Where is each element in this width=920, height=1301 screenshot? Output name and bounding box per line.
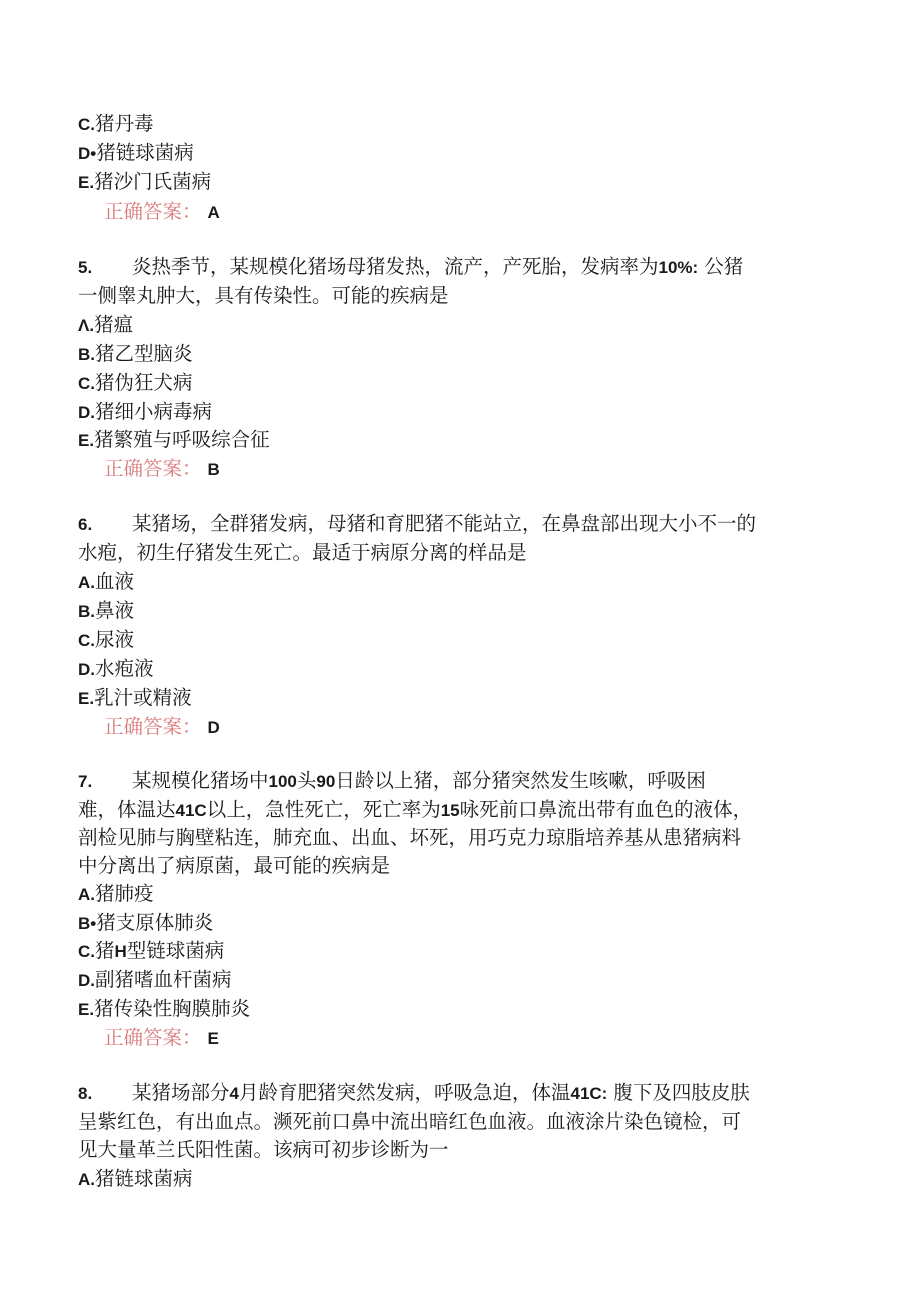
option-b xyxy=(78,597,134,626)
option-letter: E. xyxy=(78,431,95,450)
correct-answer xyxy=(104,1024,219,1053)
question-text-num: 100 xyxy=(268,772,297,791)
option-e xyxy=(78,995,250,1024)
question-text: 一侧睾丸肿大，具有传染性。可能的疾病是 xyxy=(78,284,449,307)
option-text: 猪乙型脑炎 xyxy=(95,342,193,365)
option-a xyxy=(78,568,134,597)
question-text: 某规模化猪场中 xyxy=(132,769,269,792)
question-text: 水疱，初生仔猪发生死亡。最适于病原分离的样品是 xyxy=(78,541,527,564)
question-text: 呈紫红色，有出血点。濒死前口鼻中流出暗红色血液。血液涂片染色镜检，可 xyxy=(78,1110,742,1133)
question-text-num: 41C: xyxy=(570,1084,608,1103)
answer-label: 正确答案： xyxy=(104,457,202,480)
answer-label: 正确答案： xyxy=(104,1026,202,1049)
option-text: 猪瘟 xyxy=(94,313,134,336)
question-text: 头 xyxy=(296,769,317,792)
option-a xyxy=(78,1165,193,1194)
question-text: 月龄育肥猪突然发病，呼吸急迫，体温 xyxy=(238,1081,571,1104)
answer-value: A xyxy=(207,203,220,222)
option-text: 尿液 xyxy=(95,628,135,651)
question-number: 8. xyxy=(78,1084,93,1103)
question-text-num: 15 xyxy=(440,801,460,820)
option-text: 猪 xyxy=(95,939,115,962)
option-letter: E. xyxy=(78,173,95,192)
option-letter: A. xyxy=(78,1170,95,1189)
question-text: 中分离出了病原菌，最可能的疾病是 xyxy=(78,854,391,877)
question-text-num: 4 xyxy=(229,1084,239,1103)
option-letter: B. xyxy=(78,602,95,621)
option-a xyxy=(78,311,133,340)
option-letter: B• xyxy=(78,914,97,933)
option-letter: D. xyxy=(78,660,95,679)
question-text: 腹下及四肢皮肤 xyxy=(613,1081,750,1104)
option-text: 猪链球菌病 xyxy=(95,1167,193,1190)
question-text: 以上，急性死亡，死亡率为 xyxy=(206,798,441,821)
question-text: 日龄以上猪，部分猪突然发生咳嗽，呼吸困 xyxy=(335,769,706,792)
option-text: 猪支原体肺炎 xyxy=(96,911,214,934)
question-text-num: 10%: xyxy=(658,258,699,277)
question-8-line-2 xyxy=(78,1108,741,1136)
option-text: 型链球菌病 xyxy=(126,939,225,962)
question-text: 难，体温达 xyxy=(78,798,176,821)
question-text: 某猪场部分 xyxy=(132,1081,230,1104)
option-text: 猪沙门氏菌病 xyxy=(94,170,212,193)
option-letter: Λ. xyxy=(78,316,95,335)
option-text: 水疱液 xyxy=(95,657,154,680)
option-text: 乳汁或精液 xyxy=(94,686,192,709)
option-e xyxy=(78,426,270,455)
question-text: 见大量革兰氏阳性菌。该病可初步诊断为一 xyxy=(78,1138,449,1161)
option-e xyxy=(78,684,192,713)
option-letter: E. xyxy=(78,1000,95,1019)
question-5-line-2 xyxy=(78,282,449,310)
question-text: 咏死前口鼻流出带有血色的液体， xyxy=(459,798,753,821)
option-text: 副猪嗜血杆菌病 xyxy=(95,968,232,991)
option-d xyxy=(78,139,194,168)
question-8-line-3 xyxy=(78,1136,449,1164)
option-text: 猪丹毒 xyxy=(95,112,154,135)
option-d xyxy=(78,398,212,427)
option-text: 猪伪狂犬病 xyxy=(95,371,193,394)
option-text-num: H xyxy=(114,942,127,961)
answer-value: B xyxy=(207,460,220,479)
option-text: 猪传染性胸膜肺炎 xyxy=(94,997,251,1020)
option-letter: A. xyxy=(78,885,95,904)
question-8-line-1 xyxy=(78,1079,750,1108)
answer-value: E xyxy=(207,1029,219,1048)
question-7-line-3 xyxy=(78,824,741,852)
option-a xyxy=(78,880,154,909)
option-text: 猪链球菌病 xyxy=(96,141,194,164)
question-text: 炎热季节，某规模化猪场母猪发热，流产，产死胎，发病率为 xyxy=(132,255,659,278)
option-letter: A. xyxy=(78,573,95,592)
option-letter: D• xyxy=(78,144,97,163)
question-text: 某猪场，全群猪发病，母猪和育肥猪不能站立，在鼻盘部出现大小不一的 xyxy=(132,512,757,535)
question-7-line-1 xyxy=(78,767,706,796)
option-text: 血液 xyxy=(95,570,135,593)
correct-answer xyxy=(104,198,220,227)
option-text: 猪细小病毒病 xyxy=(95,400,213,423)
option-letter: C. xyxy=(78,115,95,134)
question-6-line-2 xyxy=(78,539,527,567)
correct-answer xyxy=(104,455,220,484)
option-letter: B. xyxy=(78,345,95,364)
option-text: 鼻液 xyxy=(95,599,135,622)
answer-label: 正确答案： xyxy=(104,200,202,223)
option-d xyxy=(78,966,232,995)
option-e xyxy=(78,168,211,197)
question-text: 公猪 xyxy=(704,255,744,278)
correct-answer xyxy=(104,713,220,742)
question-number: 6. xyxy=(78,515,93,534)
option-c xyxy=(78,369,193,398)
option-c xyxy=(78,937,224,966)
option-text: 猪肺疫 xyxy=(95,882,154,905)
question-text-num: 41C xyxy=(175,801,207,820)
question-6-line-1 xyxy=(78,510,756,539)
option-c xyxy=(78,110,154,139)
question-7-line-4 xyxy=(78,852,390,880)
option-c xyxy=(78,626,134,655)
question-text: 剖检见肺与胸壁粘连，肺充血、出血、坏死，用巧克力琼脂培养基从患猪病料 xyxy=(78,826,742,849)
question-number: 5. xyxy=(78,258,93,277)
answer-value: D xyxy=(207,718,220,737)
question-number: 7. xyxy=(78,772,93,791)
option-text: 猪繁殖与呼吸综合征 xyxy=(94,428,270,451)
option-b xyxy=(78,909,213,938)
question-5-line-1 xyxy=(78,253,743,282)
option-letter: D. xyxy=(78,403,95,422)
question-text-num: 90 xyxy=(316,772,336,791)
option-letter: C. xyxy=(78,631,95,650)
answer-label: 正确答案： xyxy=(104,715,202,738)
option-letter: C. xyxy=(78,374,95,393)
option-b xyxy=(78,340,193,369)
option-d xyxy=(78,655,154,684)
option-letter: D. xyxy=(78,971,95,990)
option-letter: E. xyxy=(78,689,95,708)
option-letter: C. xyxy=(78,942,95,961)
question-7-line-2 xyxy=(78,796,752,825)
